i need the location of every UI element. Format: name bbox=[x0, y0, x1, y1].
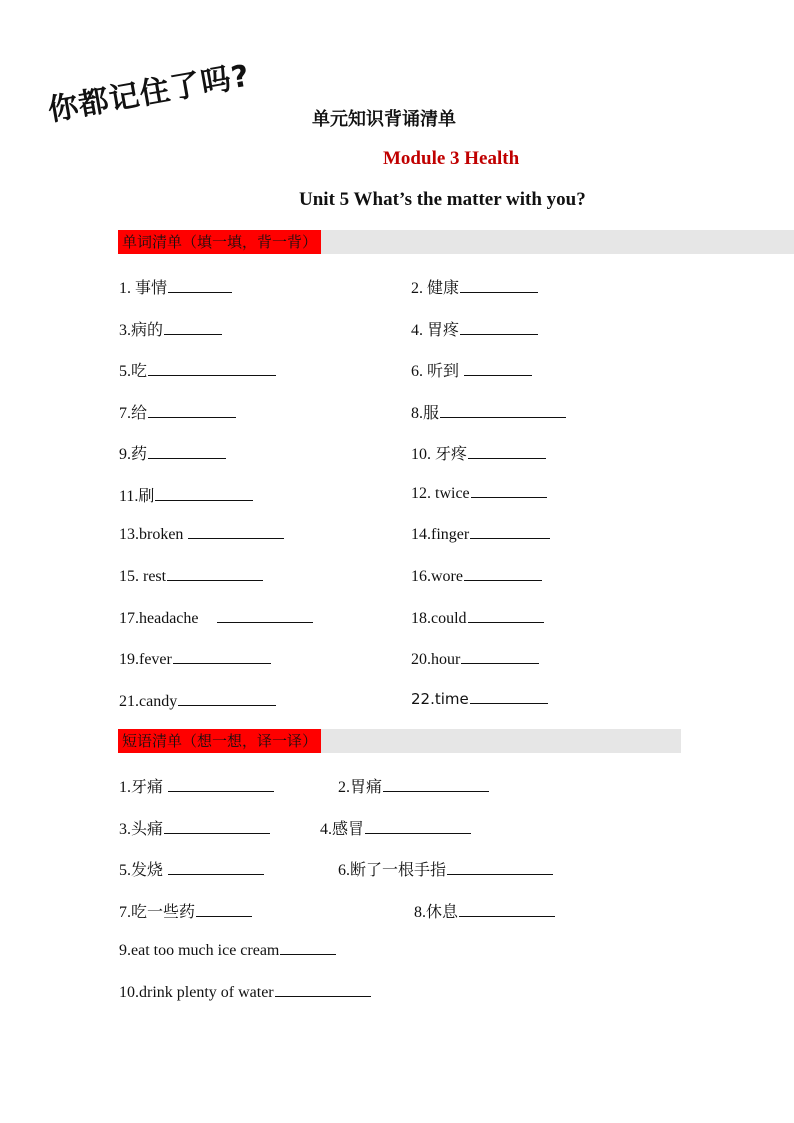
word-item[interactable]: 18.could bbox=[411, 608, 544, 628]
word-item[interactable]: 13.broken bbox=[119, 524, 284, 544]
phrase-item[interactable]: 2.胃痛 bbox=[338, 774, 489, 797]
word-item[interactable]: 4. 胃疼 bbox=[411, 317, 538, 340]
word-item[interactable]: 5.吃 bbox=[119, 358, 276, 381]
word-item[interactable]: 10. 牙疼 bbox=[411, 441, 546, 464]
word-item[interactable]: 7.给 bbox=[119, 400, 236, 423]
word-item[interactable]: 14.finger bbox=[411, 524, 550, 544]
word-item[interactable]: 1. 事情 bbox=[119, 275, 232, 298]
words-section-label: 单词清单（填一填，背一背） bbox=[118, 230, 321, 254]
words-section-bar bbox=[118, 230, 794, 254]
phrase-item[interactable]: 1.牙痛 bbox=[119, 774, 274, 797]
phrase-item[interactable]: 7.吃一些药 bbox=[119, 899, 252, 922]
phrases-section-bar bbox=[118, 729, 681, 753]
module-title: Module 3 Health bbox=[383, 148, 520, 169]
word-item[interactable]: 15. rest bbox=[119, 566, 263, 586]
phrase-item[interactable]: 8.休息 bbox=[414, 899, 555, 922]
word-item[interactable]: 11.刷 bbox=[119, 483, 253, 506]
word-item[interactable]: 8.服 bbox=[411, 400, 566, 423]
word-item[interactable]: 6. 听到 bbox=[411, 358, 532, 381]
phrase-item[interactable]: 10.drink plenty of water bbox=[119, 982, 371, 1002]
phrases-section-label: 短语清单（想一想，译一译） bbox=[118, 729, 321, 753]
phrase-item[interactable]: 6.断了一根手指 bbox=[338, 857, 553, 880]
page-title: 单元知识背诵清单 bbox=[312, 109, 456, 130]
phrase-item[interactable]: 5.发烧 bbox=[119, 857, 264, 880]
word-item[interactable]: 20.hour bbox=[411, 649, 539, 669]
word-item[interactable]: 2. 健康 bbox=[411, 275, 538, 298]
word-item[interactable]: 17.headache bbox=[119, 608, 313, 628]
phrase-item[interactable]: 3.头痛 bbox=[119, 816, 270, 839]
word-item[interactable]: 12. twice bbox=[411, 483, 547, 503]
word-item[interactable]: 9.药 bbox=[119, 441, 226, 464]
memorize-stamp-logo: 你都记住了吗? bbox=[45, 58, 253, 129]
word-item[interactable]: 19.fever bbox=[119, 649, 271, 669]
word-item[interactable]: 3.病的 bbox=[119, 317, 222, 340]
word-item[interactable]: 22.time bbox=[411, 689, 548, 709]
word-item[interactable]: 21.candy bbox=[119, 691, 276, 711]
unit-title: Unit 5 What’s the matter with you? bbox=[299, 189, 586, 210]
phrase-item[interactable]: 9.eat too much ice cream bbox=[119, 940, 336, 960]
word-item[interactable]: 16.wore bbox=[411, 566, 542, 586]
phrase-item[interactable]: 4.感冒 bbox=[320, 816, 471, 839]
